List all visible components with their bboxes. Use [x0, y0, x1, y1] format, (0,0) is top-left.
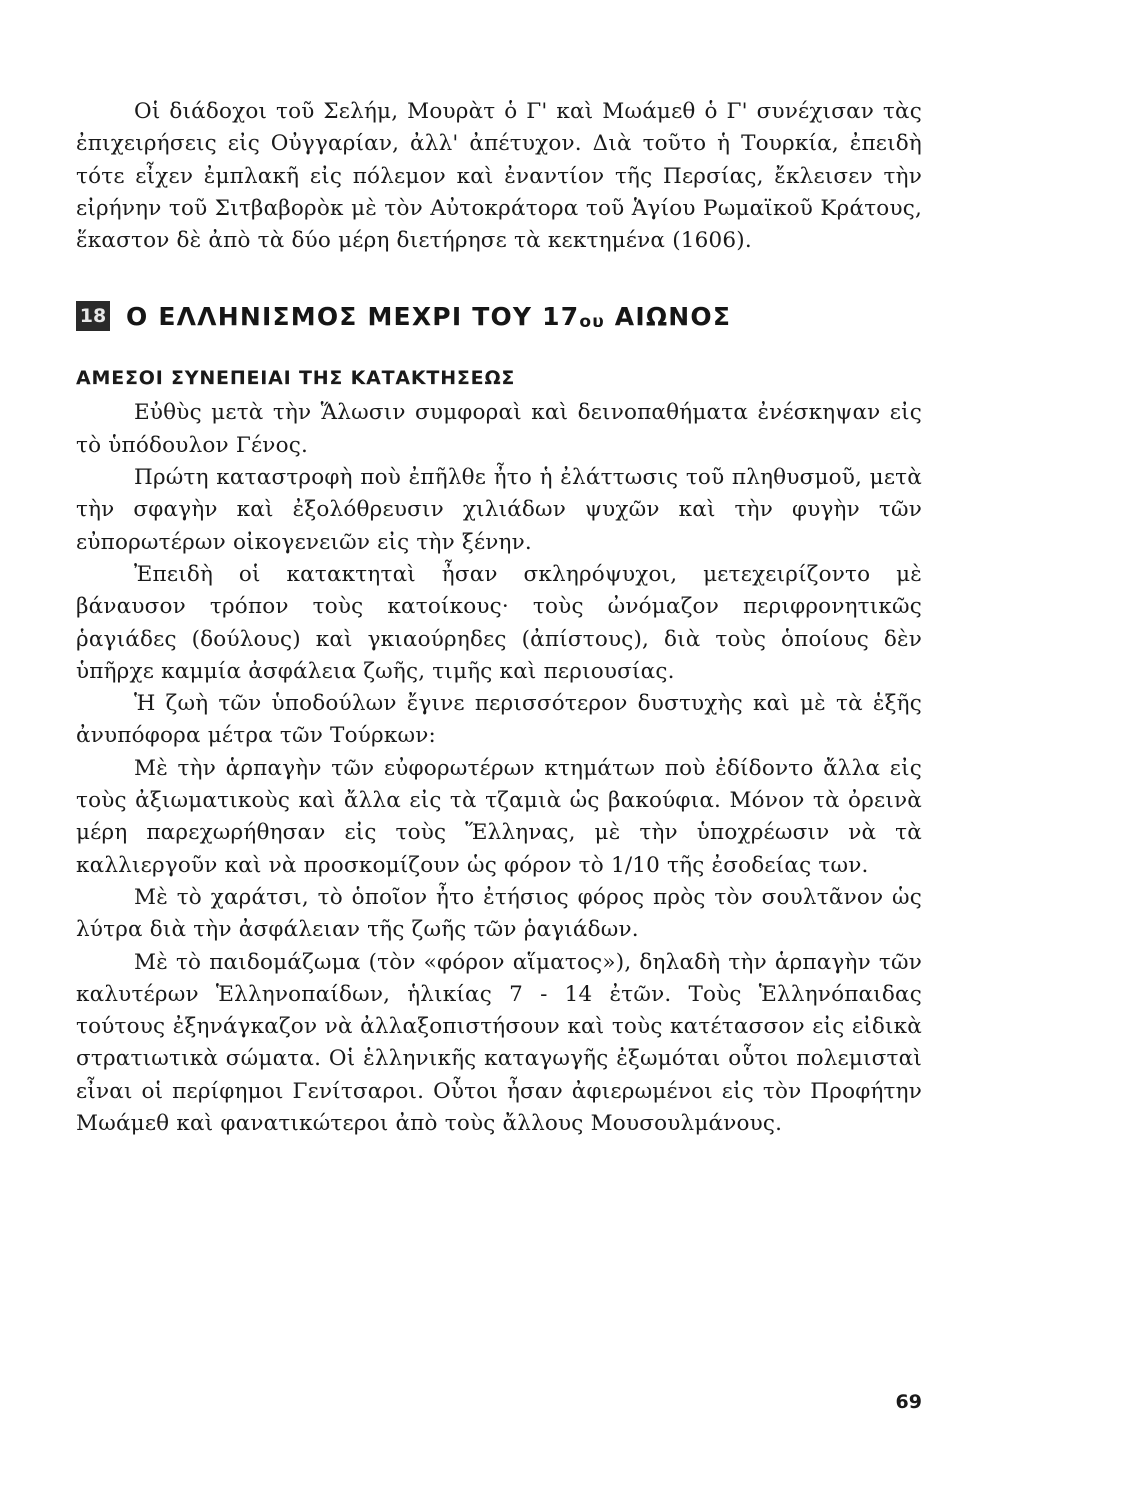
subheading: ΑΜΕΣΟΙ ΣΥΝΕΠΕΙΑΙ ΤΗΣ ΚΑΤΑΚΤΗΣΕΩΣ	[76, 367, 516, 390]
section-title-sup: ου	[579, 311, 605, 332]
paragraph: Μὲ τὴν ἁρπαγὴν τῶν εὐφορωτέρων κτημάτων ποὺ ἐδίδοντο ἄλλα εἰς τοὺς ἀξιωματικοὺς καὶ ἄλλα εἰς τὰ τζαμιὰ ὡς βακούφια. Μόνον τὰ ὀρεινὰ μέρη παρεχωρήθησαν εἰς τοὺς Ἕλληνας, μὲ τὴν ὑποχρέωσιν νὰ τὰ καλλιεργοῦν καὶ νὰ προσκομίζουν ὡς φόρον τὸ 1/10 τῆς ἐσοδείας των.	[76, 755, 922, 878]
section-title	[126, 302, 731, 331]
section-heading	[76, 301, 922, 331]
section-title-main: Ο ΕΛΛΗΝΙΣΜΟΣ ΜΕΧΡΙ ΤΟΥ 17	[126, 301, 580, 331]
paragraph: Ἐπειδὴ οἱ κατακτηταὶ ἦσαν σκληρόψυχοι, μετεχειρίζοντο μὲ βάναυσον τρόπον τοὺς κατοίκους· τοὺς ὠνόμαζον περιφρονητικῶς ῥαγιάδες (δούλους) καὶ γκιαούρηδες (ἀπίστους), διὰ τοὺς ὁποίους δὲν ὑπῆρχε καμμία ἀσφάλεια ζωῆς, τιμῆς καὶ περιουσίας.	[76, 561, 922, 684]
section-title-end: ΑΙΩΝΟΣ	[604, 301, 732, 331]
page-number: 69	[895, 1391, 922, 1413]
document-page	[76, 96, 922, 1140]
paragraph: Μὲ τὸ παιδομάζωμα (τὸν «φόρον αἵματος»), δηλαδὴ τὴν ἁρπαγὴν τῶν καλυτέρων Ἑλληνοπαίδων, ἡλικίας 7 - 14 ἐτῶν. Τοὺς Ἑλληνόπαιδας τούτους ἐξηνάγκαζον νὰ ἀλλαξοπιστήσουν καὶ τοὺς κατέτασσον εἰς εἰδικὰ στρατιωτικὰ σώματα. Οἱ ἑλληνικῆς καταγωγῆς ἐξωμόται οὗτοι πολεμισταὶ εἶναι οἱ περίφημοι Γενίτσαροι. Οὗτοι ἦσαν ἀφιερωμένοι εἰς τὸν Προφήτην Μωάμεθ καὶ φανατικώτεροι ἀπὸ τοὺς ἄλλους Μουσουλμάνους.	[76, 949, 922, 1137]
paragraph: Εὐθὺς μετὰ τὴν Ἅλωσιν συμφοραὶ καὶ δεινοπαθήματα ἐνέσκηψαν εἰς τὸ ὑπόδουλον Γένος.	[76, 400, 922, 458]
paragraph: Ἡ ζωὴ τῶν ὑποδούλων ἔγινε περισσότερον δυστυχὴς καὶ μὲ τὰ ἑξῆς ἀνυπόφορα μέτρα τῶν Τούρκων:	[76, 691, 922, 749]
section-number-badge: 18	[76, 301, 110, 331]
paragraph: Μὲ τὸ χαράτσι, τὸ ὁποῖον ἦτο ἐτήσιος φόρος πρὸς τὸν σουλτᾶνον ὡς λύτρα διὰ τὴν ἀσφάλειαν τῆς ζωῆς τῶν ῥαγιάδων.	[76, 884, 922, 943]
intro-paragraph: Οἱ διάδοχοι τοῦ Σελήμ, Μουρὰτ ὁ Γ' καὶ Μωάμεθ ὁ Γ' συνέχισαν τὰς ἐπιχειρήσεις εἰς Οὐγγαρίαν, ἀλλ' ἀπέτυχον. Διὰ τοῦτο ἡ Τουρκία, ἐπειδὴ τότε εἶχεν ἐμπλακῆ εἰς πόλεμον καὶ ἐναντίον τῆς Περσίας, ἔκλεισεν τὴν εἰρήνην τοῦ Σιτβαβορὸκ μὲ τὸν Αὐτοκράτορα τοῦ Ἁγίου Ρωμαϊκοῦ Κράτους, ἕκαστον δὲ ἀπὸ τὰ δύο μέρη διετήρησε τὰ κεκτημένα (1606).	[76, 99, 922, 254]
paragraph: Πρώτη καταστροφὴ ποὺ ἐπῆλθε ἦτο ἡ ἐλάττωσις τοῦ πληθυσμοῦ, μετὰ τὴν σφαγὴν καὶ ἐξολόθρευσιν χιλιάδων ψυχῶν καὶ τὴν φυγὴν τῶν εὐπορωτέρων οἰκογενειῶν εἰς τὴν ξένην.	[76, 465, 922, 555]
